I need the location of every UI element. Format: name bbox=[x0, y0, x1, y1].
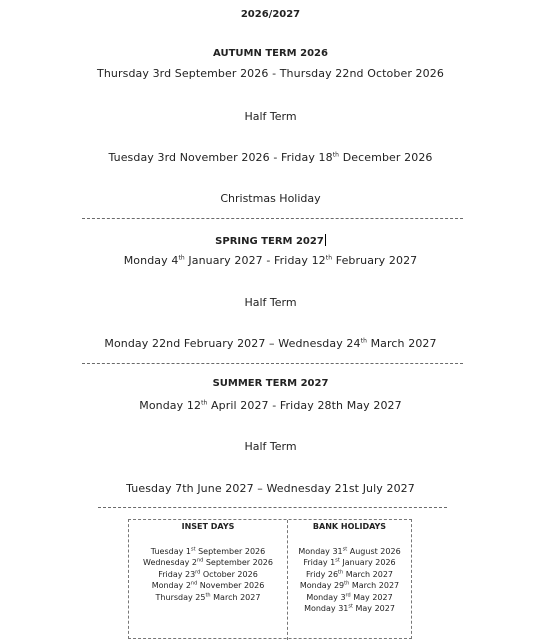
spring-half-term: Half Term bbox=[244, 296, 297, 309]
autumn-first-half-dates: Thursday 3rd September 2026 - Thursday 22nd October 2026 bbox=[97, 67, 444, 80]
summer-half-term: Half Term bbox=[244, 440, 297, 453]
inset-bank-holidays-table bbox=[128, 519, 412, 639]
spring-term-heading: SPRING TERM 2027 bbox=[215, 236, 324, 247]
inset-date-item: Thursday 25th March 2027 bbox=[155, 591, 261, 602]
spring-first-half-dates: Monday 4th January 2027 - Friday 12th February 2027 bbox=[123, 254, 418, 267]
separator-rule bbox=[82, 363, 463, 364]
bank-holidays-list bbox=[288, 546, 411, 614]
inset-date-item: Monday 2nd November 2026 bbox=[151, 580, 265, 591]
bank-holidays-column bbox=[288, 520, 411, 640]
inset-date-item: Tuesday 1st September 2026 bbox=[150, 546, 266, 556]
inset-date-item: Wednesday 2nd September 2026 bbox=[143, 557, 273, 568]
christmas-holiday: Christmas Holiday bbox=[220, 192, 321, 205]
bank-holidays-heading: BANK HOLIDAYS bbox=[312, 522, 387, 531]
inset-days-list bbox=[129, 546, 287, 603]
bank-date-item: Monday 29th March 2027 bbox=[299, 580, 400, 591]
text-cursor bbox=[325, 234, 326, 246]
inset-days-column bbox=[129, 520, 288, 640]
autumn-half-term: Half Term bbox=[244, 110, 297, 123]
inset-days-heading: INSET DAYS bbox=[181, 522, 235, 531]
separator-rule bbox=[98, 507, 447, 508]
bank-date-item: Monday 31st August 2026 bbox=[298, 546, 401, 556]
autumn-second-half-dates: Tuesday 3rd November 2026 - Friday 18th December 2026 bbox=[108, 151, 433, 164]
summer-term-heading: SUMMER TERM 2027 bbox=[212, 378, 329, 389]
separator-rule bbox=[82, 218, 463, 219]
autumn-term-heading: AUTUMN TERM 2026 bbox=[213, 48, 328, 59]
spring-second-half-dates: Monday 22nd February 2027 – Wednesday 24th March 2027 bbox=[104, 337, 437, 350]
summer-first-half-dates: Monday 12th April 2027 - Friday 28th May 2027 bbox=[139, 399, 402, 412]
bank-date-item: Monday 31st May 2027 bbox=[304, 603, 395, 614]
bank-date-item: Fridy 26th March 2027 bbox=[305, 569, 394, 579]
year-heading: 2026/2027 bbox=[240, 9, 301, 20]
inset-date-item: Friday 23rd October 2026 bbox=[158, 569, 258, 579]
bank-date-item: Friday 1st January 2026 bbox=[303, 557, 396, 568]
bank-date-item: Monday 3rd May 2027 bbox=[306, 591, 393, 602]
summer-second-half-dates: Tuesday 7th June 2027 – Wednesday 21st July 2027 bbox=[126, 482, 415, 495]
